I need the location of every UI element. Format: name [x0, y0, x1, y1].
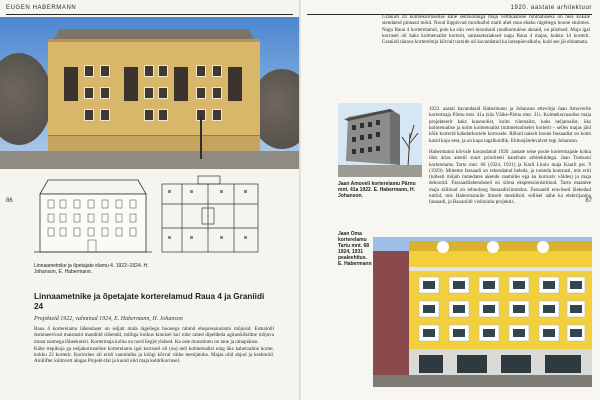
photo-tartu-svg	[373, 237, 592, 387]
caption-parnu: Jaan Amoveli korterelamu Pärnu mnt. 41a 1922. E. Habermann, H. Johanson.	[338, 181, 416, 199]
section-subtitle: Projekteid 1922, valminud 1924, E. Habermann, H. Johanson	[34, 316, 183, 322]
window	[196, 87, 206, 99]
window	[84, 65, 94, 77]
window	[158, 109, 168, 121]
window	[212, 109, 222, 121]
window	[196, 65, 206, 77]
paragraph: Kähe trepikoja ga neljakorruseline korterelamu igal korrusel oli (on) neli kolmetoalist ning üks kahetoaline korter, kokku 22 korterit. Kortorites oli eridi vannitulba ja köögi kõrval väike teenijatuba. Majas olid ahjud ja keskmiid. Ainilifter külmvett alugas Projekt-tlal ja kuuid olid maja keldrikorrusel.	[34, 345, 274, 365]
window	[144, 65, 154, 77]
caption-tartu: Jaan Oma korterelamu Tartu mnt. 68 1924, 1931 pealeehitus. E. Habermann	[338, 231, 372, 267]
caption-drawings: Linnaametnike ja õpetajate elamu 4. 1922–1924. H. Johanson, E. Habermann.	[34, 263, 149, 275]
paragraph: Raua 4 korterelamu lähendaser on seljalt mida rägeliegu hoonega rahmd ehopressionismi mõjusid. Esmalolil domineerivad maistasid mandidd rühendd, milliga koikus kinnisel kui rohe rahed dipeldeda aginoskõkiltne mõjuva muna raamega lõheekoteri. Kortermaja kolita on nord liegid yhdsed. Ka oste muustinnu on tane ja rahapiänso.	[34, 326, 274, 345]
balcony-column	[174, 67, 188, 101]
body-text-mid	[429, 101, 591, 211]
window	[158, 65, 168, 77]
window	[84, 87, 94, 99]
photo-tartu-68	[373, 237, 592, 387]
balcony-column	[124, 67, 138, 101]
floor-plan-drawing	[158, 174, 262, 258]
photo-raua-4	[0, 17, 299, 169]
header-rule	[6, 14, 293, 15]
street	[0, 151, 299, 169]
page-number-left: 86	[6, 198, 13, 204]
right-page	[301, 0, 600, 400]
running-head-right: 1920. aastate arhitektuur	[510, 5, 592, 11]
elevation-drawing	[34, 174, 152, 258]
page-number-right: 87	[585, 198, 592, 204]
paragraph: 1922. aastal kavandasid Habermann ja Johanson ettevõtja Jaan Amoverile kortermaja Pärnu mnt. 41a (siis Väike-Pärnu mnt. 31). Kolmekorruselise maja projekteerit kaks kuueuolist, kolm viietoalist, kaks neljatoalist, üks kolmetoalise ja kolm kolmetoalist (mitmetoalisele) korterit – selles majas jäid kõik korterid kahelarkortele korrusele. Rõhud naiselt hoone fassaadist on kolm kasid kuju eest, ja on kapa tagalhoidlik. Ehitusjärelevalvet tegi Johanson.	[429, 106, 591, 144]
left-page	[0, 0, 299, 400]
elevation-svg	[34, 174, 152, 258]
running-head-left: EUGEN HABERMANN	[6, 5, 77, 11]
window	[100, 87, 110, 99]
window	[100, 109, 110, 121]
balcony-column	[228, 67, 242, 101]
window	[144, 87, 154, 99]
balcony-column	[64, 67, 78, 101]
window	[84, 109, 94, 121]
window	[158, 87, 168, 99]
floor-plan-svg	[158, 174, 262, 258]
window	[212, 87, 222, 99]
section-title: Linnaametnike ja õpetajate korterelamud Raua 4 ja Graniidi 24	[34, 292, 265, 311]
photo-parnu-svg	[338, 103, 422, 177]
street-lamp	[200, 115, 202, 159]
body-text-top: Graniidi 24 kolmekorruselise kahe sektsiooniga maja vertikaalisse rühmatuseks on neis kokale siendamd pinnasd mõid. Nood lüppisvad morikarbd maiti ahel mua ebaku rägeliegu hoone stuiimes. Nagu Raua 4 korterelamul, pole ka siin veel moodsaid ruudkumuleus aknaid, on püstised. Maja igal korrusel oli kaks kolmetoalist korterit, samasetsaiaksed nagu Raua 4 majas, kokku 14 korterit. Graniidi tänava korterelmja kõrvalt tarnide oli kavandatud ka larsepäevalkulu, kuid see jäi ehitamata.	[382, 14, 590, 46]
window	[212, 65, 222, 77]
window	[144, 109, 154, 121]
body-text-left	[34, 326, 274, 366]
window	[100, 65, 110, 77]
paragraph: Habermanni kõrvale kavandatud 1920. aastate teise poole kortermajade kohta ühis ärias ametil suurt prioriteeti kandvate arhitektidega. Jaan Tomsoni korterelamu Tartu mnt. 68 (1924, 1931) ja Karli Liiolo maja Kaarli pst. 9 (1929). Mitteme fassaadi on rekendatud heleda, ja tumeda kontrasti, mis eriti (tullesti mõjub tumedates akende raamides ega ka korrusiv võldes) ja maja dekoorid. Fassaadilahendused on silma ekspressionistlikud. Tartu maantee maja säilinud on tehnoloog fassaadiviimistlus. Fassaadil eraviised ülekedad tuttiid, mis Habermannile ilmselt meeldisid. sellisel nähe ka elektrijaama fassaadi, ja Rauaniidi visihoinlu projektis.	[429, 148, 591, 206]
photo-parnu-41a	[338, 103, 422, 177]
building-base	[48, 135, 260, 152]
